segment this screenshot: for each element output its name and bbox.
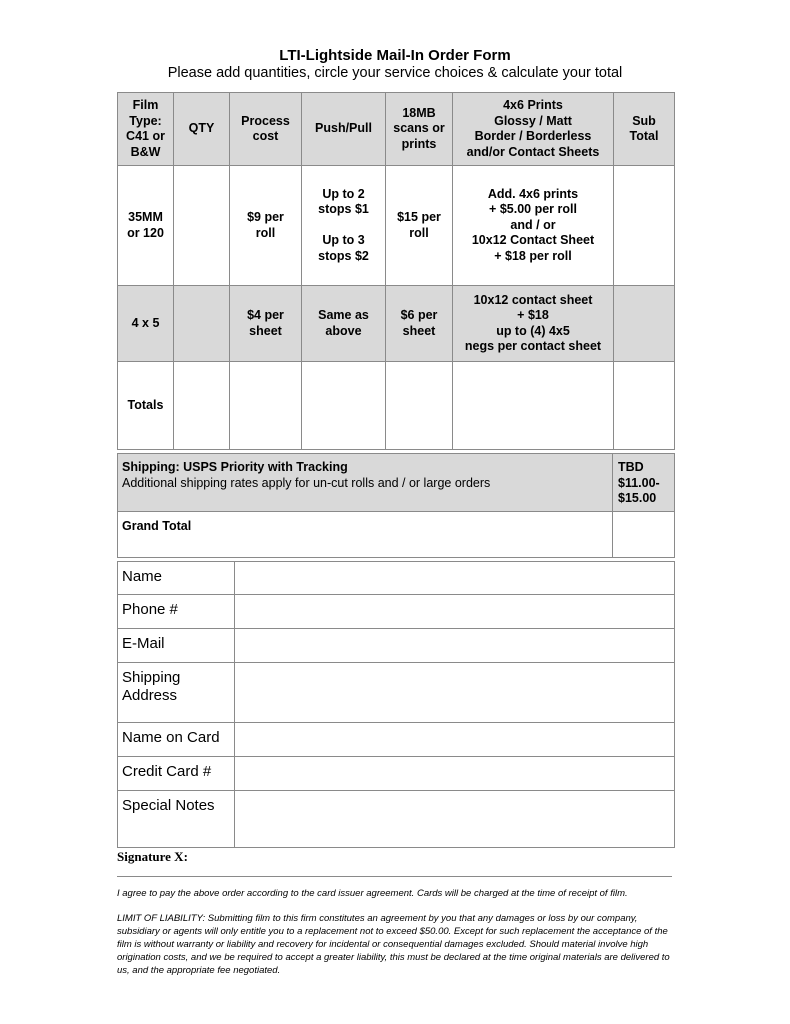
form-title: LTI-Lightside Mail-In Order Form [279, 47, 511, 64]
field-label-name: Name [118, 562, 235, 595]
header-qty: QTY [174, 93, 230, 166]
totals-label: Totals [118, 362, 174, 450]
name-field[interactable] [235, 562, 675, 595]
header-prints: 4x6 Prints Glossy / Matt Border / Borderless and/or Contact Sheets [453, 93, 614, 166]
form-subtitle: Please add quantities, circle your service choices & calculate your total [167, 65, 623, 81]
name-on-card-field[interactable] [235, 723, 675, 757]
signature-label: Signature X: [117, 849, 188, 864]
agreement-text: I agree to pay the above order according to the card issuer agreement. Cards will be charged at the time of receipt of film. [117, 888, 628, 899]
shipping-label: Shipping: USPS Priority with Tracking [122, 460, 348, 474]
field-row-special-notes [118, 791, 675, 848]
subtotal-cell-4x5[interactable] [614, 286, 675, 362]
field-label-special-notes: Special Notes [118, 791, 235, 848]
shipping-address-field[interactable] [235, 663, 675, 723]
email-field[interactable] [235, 629, 675, 663]
row-35mm [118, 166, 675, 286]
scans-4x5[interactable]: $6 per sheet [386, 286, 453, 362]
film-type-4x5: 4 x 5 [118, 286, 174, 362]
customer-info-table [117, 561, 675, 848]
row-4x5 [118, 286, 675, 362]
grand-total-label: Grand Total [118, 512, 613, 558]
order-table [117, 92, 675, 450]
shipping-cost: TBD $11.00- $15.00 [613, 454, 675, 512]
field-row-name [118, 562, 675, 595]
process-cost-4x5[interactable]: $4 per sheet [230, 286, 302, 362]
field-label-name-on-card: Name on Card [118, 723, 235, 757]
header-push-pull: Push/Pull [302, 93, 386, 166]
field-label-shipping-address: Shipping Address [118, 663, 235, 723]
phone-field[interactable] [235, 595, 675, 629]
totals-prints-cell[interactable] [453, 362, 614, 450]
scans-35mm[interactable]: $15 per roll [386, 166, 453, 286]
field-row-phone [118, 595, 675, 629]
totals-subtotal-cell[interactable] [614, 362, 675, 450]
header-scans: 18MB scans or prints [386, 93, 453, 166]
film-type-35mm: 35MM or 120 [118, 166, 174, 286]
qty-cell-35mm[interactable] [174, 166, 230, 286]
shipping-note: Additional shipping rates apply for un-cut rolls and / or large orders [122, 475, 491, 490]
shipping-row [118, 454, 675, 512]
grand-total-cell[interactable] [613, 512, 675, 558]
prints-4x5[interactable]: 10x12 contact sheet + $18 up to (4) 4x5 negs per contact sheet [453, 286, 614, 362]
table-header-row [118, 93, 675, 166]
process-cost-35mm[interactable]: $9 per roll [230, 166, 302, 286]
subtotal-cell-35mm[interactable] [614, 166, 675, 286]
grand-total-row [118, 512, 675, 558]
push-pull-4x5[interactable]: Same as above [302, 286, 386, 362]
field-row-shipping-address [118, 663, 675, 723]
totals-push-pull-cell[interactable] [302, 362, 386, 450]
totals-process-cell[interactable] [230, 362, 302, 450]
shipping-table [117, 453, 675, 558]
field-row-name-on-card [118, 723, 675, 757]
field-label-phone: Phone # [118, 595, 235, 629]
credit-card-field[interactable] [235, 757, 675, 791]
signature-line[interactable] [117, 876, 672, 877]
field-label-email: E-Mail [118, 629, 235, 663]
field-label-credit-card: Credit Card # [118, 757, 235, 791]
push-pull-35mm[interactable]: Up to 2 stops $1 Up to 3 stops $2 [302, 166, 386, 286]
liability-text: LIMIT OF LIABILITY: Submitting film to this firm constitutes an agreement by you that any damages or loss by our company, subsidiary or agents will only entitle you to a replacement not to exceed $50.00. Except for such replacement the acceptance of the film is without warranty or liability and recovery for incidental or consequential damages excluded. Should material involve high origination costs, and we be required to accept a greater liability, this must be declared at the time original materials are delivered to us, and the appropriate fee negotiated. [117, 913, 670, 976]
special-notes-field[interactable] [235, 791, 675, 848]
row-totals [118, 362, 675, 450]
header-process-cost: Process cost [230, 93, 302, 166]
field-row-email [118, 629, 675, 663]
header-film-type: Film Type: C41 or B&W [118, 93, 174, 166]
qty-cell-4x5[interactable] [174, 286, 230, 362]
totals-qty-cell[interactable] [174, 362, 230, 450]
totals-scans-cell[interactable] [386, 362, 453, 450]
header-subtotal: Sub Total [614, 93, 675, 166]
prints-35mm[interactable]: Add. 4x6 prints + $5.00 per roll and / or 10x12 Contact Sheet + $18 per roll [453, 166, 614, 286]
field-row-credit-card [118, 757, 675, 791]
shipping-description [118, 454, 613, 512]
